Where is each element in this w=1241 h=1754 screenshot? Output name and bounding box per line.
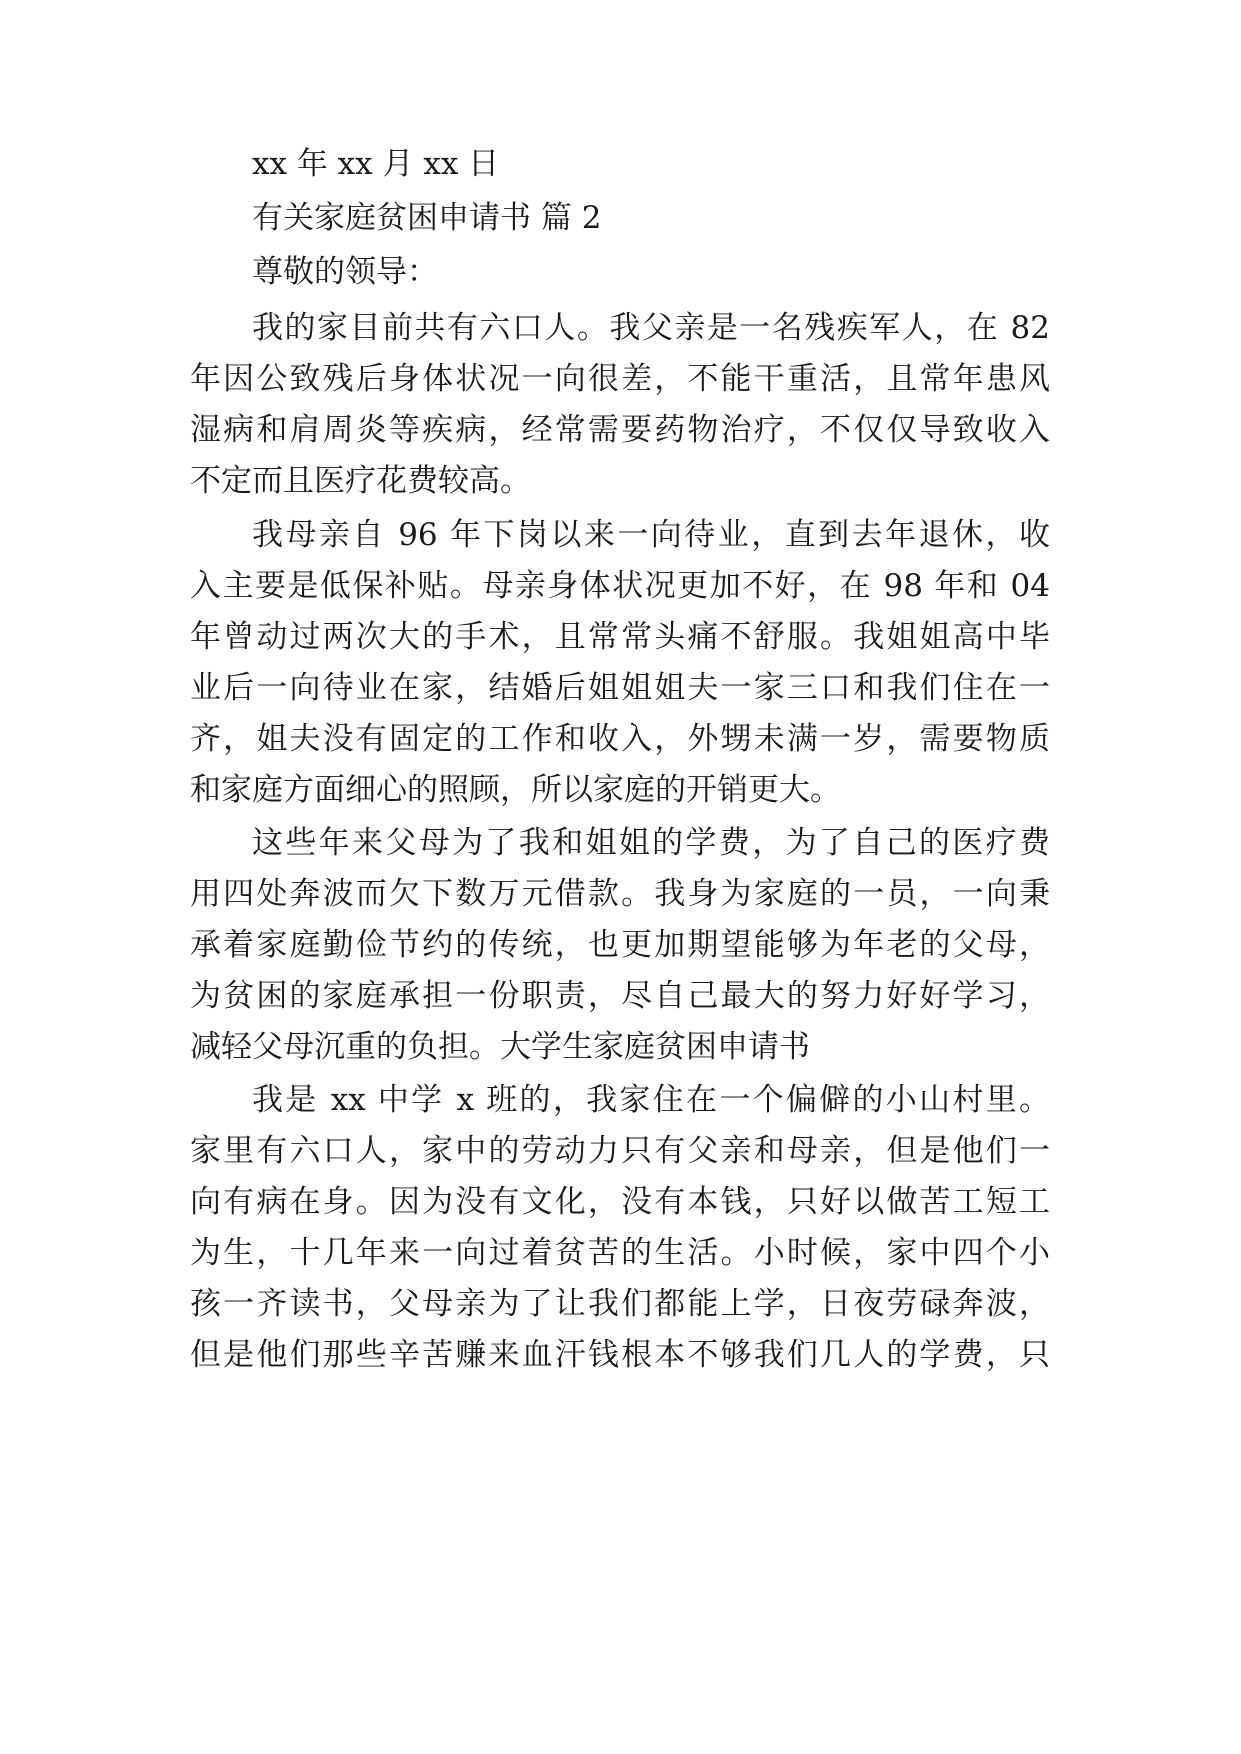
paragraph-line: 但是他们那些辛苦赚来血汗钱根本不够我们几人的学费，只: [190, 1337, 1050, 1373]
paragraph-line: 入主要是低保补贴。母亲身体状况更加不好，在 98 年和 04: [190, 568, 1050, 604]
paragraph-line: 我的家目前共有六口人。我父亲是一名残疾军人，在 82: [252, 310, 1050, 346]
paragraph-line: 湿病和肩周炎等疾病，经常需要药物治疗，不仅仅导致收入: [190, 412, 1050, 448]
paragraph-line: 业后一向待业在家，结婚后姐姐姐夫一家三口和我们住在一: [190, 670, 1050, 706]
paragraph-line: 为生，十几年来一向过着贫苦的生活。小时候，家中四个小: [190, 1235, 1050, 1271]
paragraph-line: 这些年来父母为了我和姐姐的学费，为了自己的医疗费: [252, 825, 1050, 861]
paragraph-line: 为贫困的家庭承担一份职责，尽自己最大的努力好好学习，: [190, 978, 1050, 1014]
paragraph-line: 孩一齐读书，父母亲为了让我们都能上学，日夜劳碌奔波，: [190, 1286, 1050, 1322]
paragraph-line: 我是 xx 中学 x 班的，我家住在一个偏僻的小山村里。: [252, 1082, 1050, 1118]
salutation: 尊敬的领导：: [252, 254, 438, 290]
date-line: xx 年 xx 月 xx 日: [252, 146, 500, 182]
paragraph-line: 家里有六口人，家中的劳动力只有父亲和母亲，但是他们一: [190, 1133, 1050, 1169]
paragraph-line: 向有病在身。因为没有文化，没有本钱，只好以做苦工短工: [190, 1184, 1050, 1220]
paragraph-line: 承着家庭勤俭节约的传统，也更加期望能够为年老的父母，: [190, 927, 1050, 963]
paragraph-line: 减轻父母沉重的负担。大学生家庭贫困申请书: [190, 1029, 810, 1065]
paragraph-line: 和家庭方面细心的照顾，所以家庭的开销更大。: [190, 772, 841, 808]
section-title: 有关家庭贫困申请书 篇 2: [252, 200, 602, 236]
paragraph-line: 年因公致残后身体状况一向很差，不能干重活，且常年患风: [190, 361, 1050, 397]
paragraph-line: 用四处奔波而欠下数万元借款。我身为家庭的一员，一向秉: [190, 876, 1050, 912]
paragraph-line: 年曾动过两次大的手术，且常常头痛不舒服。我姐姐高中毕: [190, 619, 1050, 655]
paragraph-line: 不定而且医疗花费较高。: [190, 463, 531, 499]
paragraph-line: 齐，姐夫没有固定的工作和收入，外甥未满一岁，需要物质: [190, 721, 1050, 757]
paragraph-line: 我母亲自 96 年下岗以来一向待业，直到去年退休，收: [252, 517, 1050, 553]
